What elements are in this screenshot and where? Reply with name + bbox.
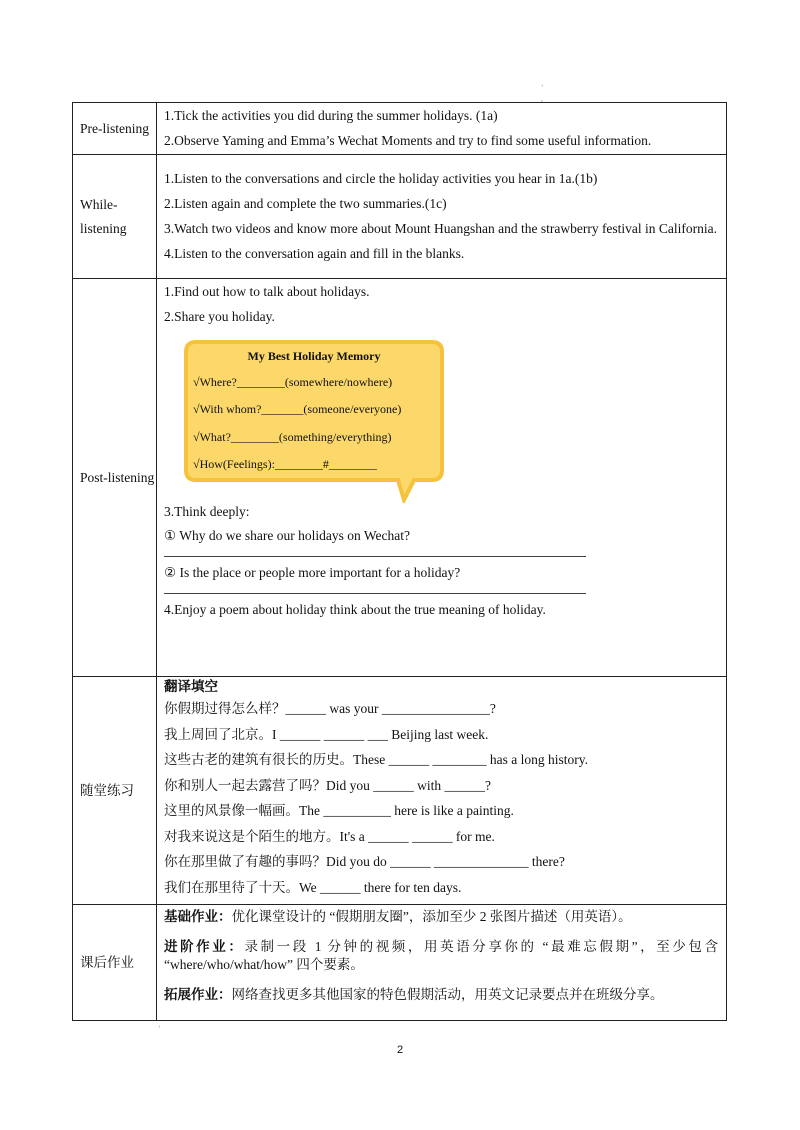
margin-mark: ‘	[158, 1024, 161, 1033]
homework-basic-label: 基础作业：	[164, 909, 232, 925]
text-line: 4.Listen to the conversation again and fill in the blanks.	[164, 245, 465, 261]
row-homework	[73, 905, 727, 1021]
bubble-line: √With whom?_______(someone/everyone)	[193, 401, 402, 416]
row-label: Pre-listening	[73, 103, 157, 155]
row-pre-listening	[73, 103, 727, 155]
text-line: 3.Watch two videos and know more about Mount Huangshan and the strawberry festival in California.	[164, 220, 718, 236]
question-line: ① Why do we share our holidays on Wechat?	[164, 528, 410, 544]
page-number: 2	[396, 1044, 404, 1056]
row-content	[157, 677, 727, 905]
row-post-listening	[73, 279, 727, 677]
bubble-line: √How(Feelings):________#________	[193, 456, 377, 471]
answer-line	[164, 555, 586, 557]
text-line: 1.Listen to the conversations and circle the holiday activities you hear in 1a.(1b)	[164, 171, 598, 187]
row-practice	[73, 677, 727, 905]
row-content	[157, 905, 727, 1021]
row-while-listening	[73, 155, 727, 279]
text-line: 1.Find out how to talk about holidays.	[164, 284, 370, 300]
practice-line: 你在那里做了有趣的事吗？Did you do ______ ______________ there?	[164, 854, 565, 870]
homework-advanced	[164, 938, 718, 974]
text-line: 4.Enjoy a poem about holiday think about the true meaning of holiday.	[164, 601, 546, 617]
homework-extension	[164, 986, 718, 1004]
practice-line: 对我来说这是个陌生的地方。It's a ______ ______ for me.	[164, 828, 495, 844]
answer-line	[164, 592, 586, 594]
practice-line: 我上周回了北京。I ______ ______ ___ Beijing last week.	[164, 726, 489, 742]
bubble-line: √What?________(something/everything)	[193, 429, 392, 444]
homework-extension-text: 网络查找更多其他国家的特色假期活动，用英文记录要点并在班级分享。	[231, 987, 664, 1003]
question-line: ② Is the place or people more important for a holiday?	[164, 565, 461, 581]
homework-extension-label: 拓展作业：	[164, 987, 232, 1003]
practice-heading: 翻译填空	[164, 679, 218, 695]
row-content	[157, 155, 727, 279]
row-content	[157, 103, 727, 155]
practice-line: 这些古老的建筑有很长的历史。These ______ ________ has a long history.	[164, 752, 588, 768]
bubble-line: √Where?________(somewhere/nowhere)	[193, 374, 393, 389]
margin-marks: ‘ ,	[541, 83, 544, 103]
row-label: While-listening	[73, 155, 157, 279]
homework-advanced-label: 进阶作业：	[164, 939, 245, 955]
practice-line: 你和别人一起去露营了吗？Did you ______ with ______?	[164, 777, 491, 793]
holiday-memory-bubble	[182, 338, 446, 488]
text-line: 2.Observe Yaming and Emma’s Wechat Moments and try to find some useful information.	[164, 132, 652, 148]
text-line: 2.Share you holiday.	[164, 309, 275, 325]
row-label: 随堂练习	[73, 677, 157, 905]
homework-advanced-text: 录制一段 1 分钟的视频，用英语分享你的 “最难忘假期”，至少包含 “where/who/what/how” 四个要素。	[164, 939, 718, 973]
practice-line: 我们在那里待了十天。We ______ there for ten days.	[164, 879, 462, 895]
text-line: 2.Listen again and complete the two summaries.(1c)	[164, 196, 447, 212]
bubble-title: My Best Holiday Memory	[247, 348, 381, 363]
row-label: 课后作业	[73, 905, 157, 1021]
row-content	[157, 279, 727, 677]
practice-line: 你假期过得怎么样？______ was your ________________?	[164, 701, 496, 717]
homework-basic-text: 优化课堂设计的 “假期朋友圈”，添加至少 2 张图片描述（用英语）。	[231, 909, 632, 925]
practice-line: 这里的风景像一幅画。The __________ here is like a painting.	[164, 803, 514, 819]
lesson-plan-table	[72, 102, 727, 1021]
text-line: 1.Tick the activities you did during the summer holidays. (1a)	[164, 108, 498, 123]
homework-basic	[164, 908, 718, 926]
text-line: 3.Think deeply:	[164, 503, 250, 519]
row-label: Post-listening	[73, 279, 157, 677]
